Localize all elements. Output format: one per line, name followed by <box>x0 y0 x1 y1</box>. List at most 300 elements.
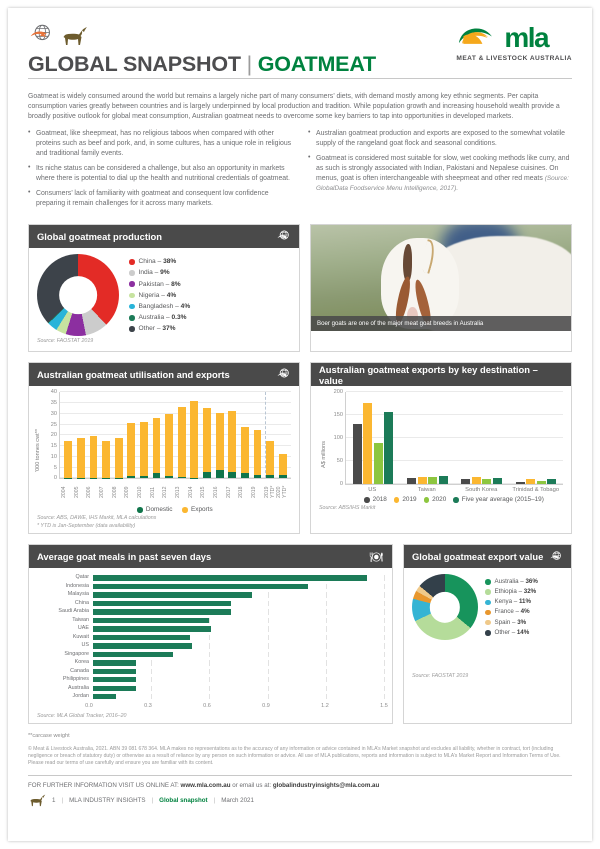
mla-wordmark: mla <box>504 22 549 53</box>
bar-row <box>37 668 384 675</box>
intro-bullets-left <box>28 129 292 214</box>
bar-track <box>93 618 384 623</box>
gridline <box>384 601 385 606</box>
legal-disclaimer: © Meat & Livestock Australia, 2021. ABN 39 081 678 364. MLA makes no representations as to the accuracy of any information or advice contained in MLA’s Market snapshot and excludes all liability, whether in contract, tort (including negligence or breach of statutory duty) or otherwise as a result of reliance by any person on such information or advice. All use of MLA publications, reports and information is subject to MLA’s Market Report and Information Terms of Use. Please read our terms of use carefully and ensure you are familiar with its content. <box>28 745 561 767</box>
gridline <box>151 686 152 691</box>
bar-segment-domestic <box>279 475 287 478</box>
bar-slot <box>138 392 151 478</box>
bar-row-label: Kuwait <box>72 633 89 640</box>
bar-row <box>37 685 384 692</box>
bar-row-label: Australia <box>68 684 89 691</box>
bar-segment-exports <box>279 454 287 475</box>
bar-row-label: Philippines <box>62 676 89 683</box>
bar-slot <box>100 392 113 478</box>
x-axis-tick: 2015 <box>200 486 207 499</box>
bar-slot <box>213 392 226 478</box>
x-axis-tick: 2009 <box>124 486 131 499</box>
footer-sep: | <box>213 797 216 805</box>
gridline <box>268 652 269 657</box>
panel-title: Global goatmeat production <box>37 231 163 243</box>
intro-bullet-columns <box>28 129 572 214</box>
bar <box>93 677 136 682</box>
legend-item <box>453 496 544 503</box>
panel-source: Source: ABS, DAWE, IHS Markit, MLA calculations <box>37 515 157 522</box>
bar-slot <box>276 392 289 478</box>
panel-title-bar <box>29 363 299 386</box>
legend-item <box>364 496 387 503</box>
export-value-donut-wrap <box>412 574 563 640</box>
page-title-separator: | <box>246 52 252 76</box>
panel-title-bar <box>29 545 392 568</box>
footer-brand-line: MLA INDUSTRY INSIGHTS <box>69 797 146 805</box>
bar <box>93 686 136 691</box>
gridline <box>384 652 385 657</box>
x-axis-tick: 2019 <box>251 486 258 499</box>
bar-stack <box>216 392 224 478</box>
bar-row <box>37 625 384 632</box>
y-axis-tick: 150 <box>333 412 343 419</box>
legend-color-dot <box>394 497 400 503</box>
bar-track <box>93 635 384 640</box>
panel-title: Australian goatmeat utilisation and exports <box>37 369 230 381</box>
bar-slot <box>188 392 201 478</box>
bar-group <box>455 392 509 484</box>
bar-stack <box>279 392 287 478</box>
bar-segment-exports <box>102 441 110 478</box>
bar-track <box>93 660 384 665</box>
gridline <box>326 601 327 606</box>
y-axis-tick: 40 <box>50 389 57 396</box>
legend-color-dot <box>485 630 491 636</box>
footer-website-link[interactable]: www.mla.com.au <box>180 781 231 789</box>
gridline <box>384 643 385 648</box>
legend-color-dot <box>182 507 188 513</box>
bar-stack <box>90 392 98 478</box>
gridline <box>384 584 385 589</box>
legend-item <box>485 597 538 607</box>
bar <box>537 481 546 485</box>
bar-stack <box>190 392 198 478</box>
bar-segment-exports <box>64 441 72 478</box>
globe-icon <box>549 550 563 564</box>
gridline <box>268 618 269 623</box>
list-item: • Its niche status can be considered a challenge, but also an opportunity in markets where there is potential to dial up the health and nutritional credentials of goatmeat. <box>28 164 292 184</box>
gridline <box>268 609 269 614</box>
bar-track <box>93 686 384 691</box>
legend-item <box>129 267 190 278</box>
gridline <box>384 575 385 580</box>
footer-bottom-bar <box>28 794 572 808</box>
y-axis-tick: 5 <box>53 464 57 471</box>
x-axis-tick: 2012 <box>162 486 169 499</box>
x-axis-tick: Trinidad & Tobago <box>512 487 560 494</box>
goat-horn <box>418 239 438 274</box>
bar <box>93 592 252 597</box>
plot-area <box>333 389 563 488</box>
gridline <box>384 609 385 614</box>
gridline <box>326 609 327 614</box>
bar-group <box>346 392 400 484</box>
y-axis-tick: 15 <box>50 443 57 450</box>
y-axis-tick: 0 <box>339 481 343 488</box>
gridline <box>326 635 327 640</box>
bar-row <box>37 651 384 658</box>
y-axis-tick: 30 <box>50 410 57 417</box>
bar-row <box>37 583 384 590</box>
bar-slot <box>62 392 75 478</box>
list-item: • Goatmeat, like sheepmeat, has no religious taboos when compared with other proteins such as beef and pork, and, in some cultures, has a unique role in religious and traditional family events. <box>28 129 292 159</box>
plot-area <box>50 389 291 482</box>
panel-utilisation <box>28 362 300 534</box>
bar <box>516 482 525 485</box>
panel-global-production <box>28 224 300 352</box>
panel-note: * YTD is Jan-September (data availability) <box>37 523 136 530</box>
chart-legend <box>345 496 563 503</box>
legend-item <box>485 628 538 638</box>
bar-stack <box>127 392 135 478</box>
bar-row <box>37 591 384 598</box>
production-donut-chart <box>37 254 119 336</box>
bar-row-label: Indonesia <box>65 582 89 589</box>
legend-color-dot <box>485 589 491 595</box>
x-axis-tick: 0.0 <box>85 702 93 709</box>
y-axis-title: A$ millions <box>321 441 327 469</box>
legend-label: Exports <box>190 506 213 514</box>
gridline <box>384 592 385 597</box>
bar <box>93 694 116 699</box>
bar-track <box>93 652 384 657</box>
bullet-source-note: (Source: GlobalData Foodservice Menu Intelligence, 2017). <box>316 175 569 193</box>
bar-slot <box>125 392 138 478</box>
bar-segment-domestic <box>178 477 186 478</box>
bar-track <box>93 601 384 606</box>
y-axis-tick: 10 <box>50 453 57 460</box>
x-axis-tick: South Korea <box>465 487 498 494</box>
gridline <box>209 635 210 640</box>
bar-segment-exports <box>178 407 186 477</box>
gridline <box>268 643 269 648</box>
gridline <box>268 686 269 691</box>
y-axis-tick: 0 <box>53 475 57 482</box>
bar <box>93 584 308 589</box>
bar-row <box>37 634 384 641</box>
bar-segment-exports <box>127 423 135 476</box>
gridline <box>209 677 210 682</box>
x-axis-tick: 0.6 <box>203 702 211 709</box>
panel-destination <box>310 362 572 534</box>
bar <box>439 476 448 485</box>
bar-row-label: Qatar <box>75 574 89 581</box>
intro-bullets-right <box>308 129 572 214</box>
header-logos <box>28 22 88 48</box>
y-axis-tick: 100 <box>333 435 343 442</box>
legend-color-dot <box>453 497 459 503</box>
legend-item <box>485 607 538 617</box>
footer-sep: | <box>151 797 154 805</box>
list-item-text: Goatmeat is considered most suitable for slow, wet cooking methods like curry, and as such is strongly associated with Indian, Pakistani and Nepalese cuisines. On menus, goat is often interchangeable with sheepmeat and other red meats <box>316 155 570 183</box>
gridline <box>209 618 210 623</box>
legend-item <box>424 496 447 503</box>
x-axis-labels <box>345 487 563 493</box>
legend-color-dot <box>129 259 135 265</box>
gridline <box>209 643 210 648</box>
bar-segment-exports <box>90 436 98 478</box>
bar-row-label: Malaysia <box>67 591 89 598</box>
bar-row <box>37 574 384 581</box>
bar <box>472 477 481 484</box>
bar-slot <box>150 392 163 478</box>
x-axis-tick: 2017 <box>225 486 232 499</box>
panel-title: Global goatmeat export value <box>412 551 544 563</box>
legend-item <box>129 256 190 267</box>
legend-color-dot <box>129 281 135 287</box>
gridline <box>268 592 269 597</box>
bars-container <box>60 392 291 478</box>
legend-item <box>394 496 417 503</box>
bar-segment-exports <box>77 438 85 478</box>
mla-tagline: MEAT & LIVESTOCK AUSTRALIA <box>456 55 572 62</box>
gridline <box>326 584 327 589</box>
bar <box>526 479 535 484</box>
bar-track <box>93 626 384 631</box>
bar <box>547 479 556 484</box>
gridline <box>326 592 327 597</box>
bar-stack <box>254 392 262 478</box>
legend-item <box>137 506 172 513</box>
bar-row-label: Singapore <box>64 650 89 657</box>
gridline <box>268 626 269 631</box>
bar-group <box>509 392 563 484</box>
bar <box>93 626 211 631</box>
bar-stack <box>153 392 161 478</box>
header-divider <box>28 78 572 79</box>
gridline <box>209 686 210 691</box>
panel-title: Australian goatmeat exports by key destination – value <box>319 363 538 386</box>
legend-color-dot <box>485 620 491 626</box>
bar-track <box>93 643 384 648</box>
bar-row-label: Saudi Arabia <box>58 608 89 615</box>
bar-segment-domestic <box>216 470 224 478</box>
footer-email-link[interactable]: globalindustryinsights@mla.com.au <box>272 781 380 789</box>
bar-track <box>93 575 384 580</box>
legend-label: China – 38% <box>138 258 177 266</box>
legend-label: Nigeria – 4% <box>138 291 177 299</box>
gridline <box>326 686 327 691</box>
bar-stack <box>203 392 211 478</box>
production-legend <box>129 256 190 334</box>
x-axis-tick: 0.3 <box>144 702 152 709</box>
mla-logo <box>456 24 572 62</box>
bar-segment-domestic <box>190 478 198 479</box>
bar-row <box>37 608 384 615</box>
gridline <box>209 652 210 657</box>
carcase-weight-note: **carcase weight <box>28 732 70 739</box>
legend-item <box>129 301 190 312</box>
bar <box>93 618 209 623</box>
footer-date: March 2021 <box>221 797 254 805</box>
bar-segment-domestic <box>127 476 135 478</box>
bar <box>93 601 231 606</box>
legend-label: Pakistan – 8% <box>138 280 181 288</box>
panel-body <box>29 386 299 533</box>
legend-label: Australia – 36% <box>494 577 538 585</box>
legend-item <box>129 323 190 334</box>
bar-stack <box>266 392 274 478</box>
bar-group <box>400 392 454 484</box>
legend-color-dot <box>129 304 135 310</box>
gridline <box>151 669 152 674</box>
x-axis-tick: 2011 <box>149 486 156 498</box>
bar-segment-exports <box>165 414 173 477</box>
x-axis-labels <box>59 481 291 503</box>
panel-body <box>311 386 571 515</box>
bar-row-label: UAE <box>77 625 89 632</box>
gridline <box>209 694 210 699</box>
legend-item <box>485 587 538 597</box>
bar-segment-exports <box>228 411 236 472</box>
gridline <box>326 626 327 631</box>
legend-label: Five year average (2015–19) <box>461 496 544 504</box>
legend-color-dot <box>485 610 491 616</box>
groups-container <box>346 392 563 484</box>
bar-slot <box>87 392 100 478</box>
panel-title-bar <box>311 363 571 386</box>
bar-stack <box>140 392 148 478</box>
legend-color-dot <box>364 497 370 503</box>
legend-item <box>485 618 538 628</box>
bar-segment-domestic <box>228 472 236 478</box>
legend-label: India – 9% <box>138 269 170 277</box>
globe-goat-icon <box>28 22 54 48</box>
bar-segment-domestic <box>266 475 274 478</box>
panel-title-bar <box>29 225 299 248</box>
panel-meals <box>28 544 393 723</box>
bar-track <box>93 592 384 597</box>
content-row-2 <box>28 362 572 534</box>
gridline <box>326 643 327 648</box>
x-axis-tick: 2010 <box>137 486 144 499</box>
gridline <box>384 677 385 682</box>
x-axis-tick: 2014 <box>187 486 194 499</box>
bar-segment-domestic <box>140 476 148 478</box>
list-item: • Consumers’ lack of familiarity with goatmeat and consequent low confidence preparing it remain challenges for it across many markets. <box>28 189 292 209</box>
bar-row <box>37 676 384 683</box>
legend-label: Ethiopia – 32% <box>494 587 537 595</box>
bar-row <box>37 600 384 607</box>
goat-photo <box>311 225 571 331</box>
bar-row <box>37 659 384 666</box>
bar-segment-domestic <box>241 473 249 478</box>
y-axis-tick: 200 <box>333 389 343 396</box>
legend-color-dot <box>424 497 430 503</box>
bar-stack <box>228 392 236 478</box>
legend-color-dot <box>129 293 135 299</box>
legend-label: Other – 37% <box>138 325 176 333</box>
footer-section: Global snapshot <box>159 797 208 805</box>
legend-label: Australia – 0.3% <box>138 314 187 322</box>
panel-title: Average goat meals in past seven days <box>37 551 212 563</box>
y-axis-tick: 20 <box>50 432 57 439</box>
bar-segment-exports <box>266 441 274 476</box>
bar-segment-exports <box>115 438 123 478</box>
gridline <box>268 660 269 665</box>
bar-slot <box>163 392 176 478</box>
y-axis-title: '000 tonnes cwt** <box>35 429 41 473</box>
legend-label: Spain – 3% <box>494 618 527 626</box>
legend-item <box>129 290 190 301</box>
legend-color-dot <box>129 326 135 332</box>
bar <box>93 660 136 665</box>
bar <box>93 652 173 657</box>
bar <box>461 479 470 484</box>
bar-stack <box>115 392 123 478</box>
legend-label: France – 4% <box>494 608 530 616</box>
bar-stack <box>102 392 110 478</box>
gridline <box>384 618 385 623</box>
bar <box>353 424 362 485</box>
legend-label: Other – 14% <box>494 628 530 636</box>
production-donut-wrap <box>37 254 291 336</box>
panel-source: Source: ABS/IHS Markit <box>319 505 376 512</box>
bar <box>407 478 416 485</box>
bar-track <box>93 609 384 614</box>
legend-label: 2020 <box>432 496 447 504</box>
globe-icon <box>276 229 291 244</box>
x-axis-tick: 2016 <box>213 486 220 499</box>
bar-slot <box>75 392 88 478</box>
bar-segment-exports <box>153 418 161 473</box>
legend-label: 2019 <box>402 496 417 504</box>
bar <box>93 609 231 614</box>
destination-chart <box>319 389 563 504</box>
gridline <box>326 669 327 674</box>
document-header <box>28 8 572 80</box>
gridline <box>384 626 385 631</box>
gridline <box>384 694 385 699</box>
x-axis-tick: 2018 <box>238 486 245 499</box>
export-value-legend <box>485 577 538 638</box>
y-axis-tick: 25 <box>50 421 57 428</box>
mla-logo-row <box>456 24 572 52</box>
bar <box>93 575 367 580</box>
plate-icon <box>368 550 384 564</box>
x-axis-tick: 2004 <box>61 486 67 499</box>
footer-sep: | <box>61 797 64 805</box>
legend-item <box>182 506 212 513</box>
bar-row-label: China <box>74 599 89 606</box>
intro-paragraph: Goatmeat is widely consumed around the world but remains a largely niche part of many consumers’ diets, with demand mostly among key ethnic segments. Per capita consumption varies greatly between countries and is largely underpinned by local production and tradition. While population growth and increasing household wealth provide a broadly positive outlook for global meat consumption, Australian goatmeat needs to overcome some key barriers to tap into opportunities in developed markets. <box>28 93 560 120</box>
page-title <box>28 52 376 77</box>
gridline <box>384 669 385 674</box>
document-sheet <box>8 8 592 841</box>
gridline <box>326 677 327 682</box>
list-item <box>308 154 572 194</box>
gridline <box>268 635 269 640</box>
globe-icon <box>276 367 291 382</box>
bar-slot <box>264 392 277 478</box>
bar-stack <box>77 392 85 478</box>
bar-stack <box>64 392 72 478</box>
bar-row-label: Canada <box>70 667 89 674</box>
legend-label: Kenya – 11% <box>494 598 531 606</box>
bar-row <box>37 642 384 649</box>
x-axis-tick: 2020 YTD* <box>276 486 289 499</box>
footer-divider <box>28 775 572 776</box>
x-axis-tick: 2019 YTD* <box>263 486 276 499</box>
footer-contact-prefix: FOR FURTHER INFORMATION VISIT US ONLINE AT: <box>28 781 179 789</box>
gridline <box>268 677 269 682</box>
legend-label: 2018 <box>372 496 387 504</box>
